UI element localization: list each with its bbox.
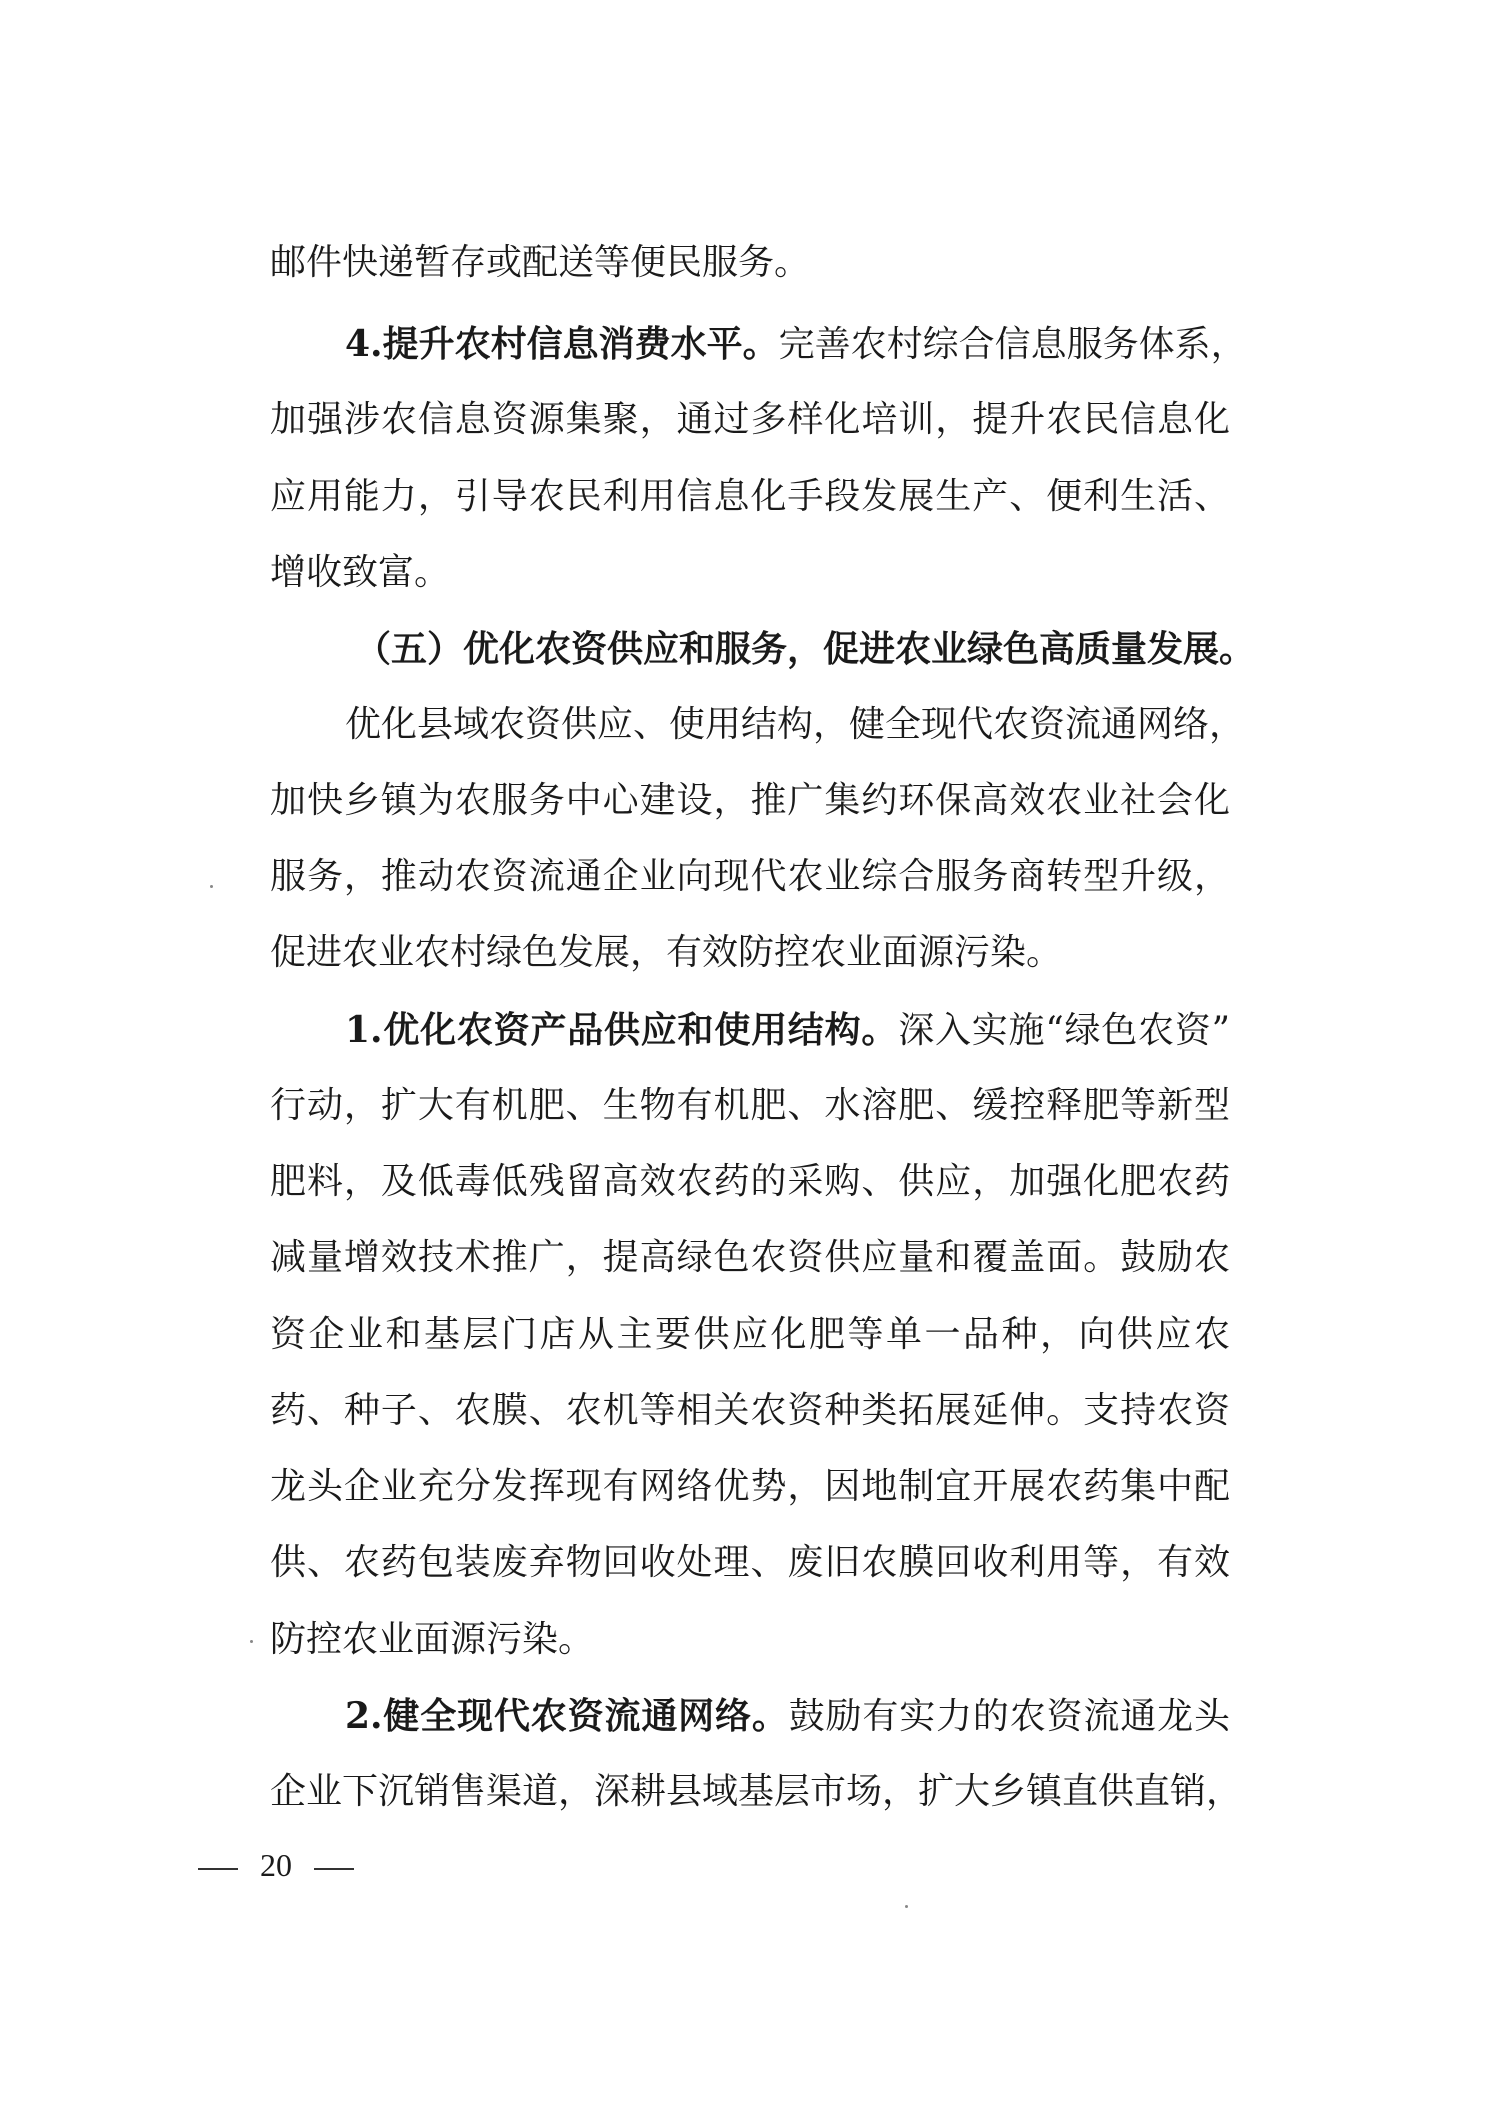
line-text: 加强涉农信息资源集聚，通过多样化培训，提升农民信息化 [270,399,1230,440]
line-text: 邮件快递暂存或配送等便民服务。 [270,242,811,283]
text-line [270,235,1230,291]
footer-dash-right [314,1868,354,1870]
text-line [270,545,1230,601]
line-text: 加快乡镇为农服务中心建设，推广集约环保高效农业社会化 [270,780,1230,821]
text-line [270,773,1230,829]
line-text: 供、农药包装废弃物回收处理、废旧农膜回收利用等，有效 [270,1542,1230,1583]
line-text: 应用能力，引导农民利用信息化手段发展生产、便利生活、 [270,476,1230,517]
subsection-title: 2.健全现代农资流通网络。 [345,1695,789,1737]
section-heading-line [345,316,1247,372]
line-text: 资企业和基层门店从主要供应化肥等单一品种，向供应农 [270,1314,1230,1355]
section-heading-line [345,1688,1230,1744]
section-title: （五）优化农资供应和服务，促进农业绿色高质量发展。 [355,628,1256,670]
section-heading-line [345,1002,1230,1058]
line-text: 减量增效技术推广，提高绿色农资供应量和覆盖面。鼓励农 [270,1237,1230,1278]
section-heading-line [355,621,1256,677]
text-line [270,1764,1243,1820]
line-text: 肥料，及低毒低残留高效农药的采购、供应，加强化肥农药 [270,1161,1230,1202]
line-text: 增收致富。 [270,552,451,593]
scan-speck [905,1905,908,1908]
line-text: 促进农业农村绿色发展，有效防控农业面源污染。 [270,932,1063,973]
subsection-title: 4.提升农村信息消费水平。 [345,323,779,365]
line-text: 鼓励有实力的农资流通龙头 [788,1696,1230,1737]
footer-dash-left [198,1868,238,1870]
text-line [270,1230,1230,1286]
subsection-title: 1.优化农资产品供应和使用结构。 [345,1009,899,1051]
line-text: 服务，推动农资流通企业向现代农业综合服务商转型升级， [270,856,1230,897]
text-line [270,1535,1230,1591]
text-line [270,1459,1230,1515]
text-line [270,849,1230,905]
line-text: 防控农业面源污染。 [270,1619,595,1660]
scan-speck [250,1640,253,1643]
line-text: 深入实施“绿色农资” [898,1010,1231,1051]
line-text: 企业下沉销售渠道，深耕县域基层市场，扩大乡镇直供直销， [270,1771,1243,1812]
line-text: 龙头企业充分发挥现有网络优势，因地制宜开展农药集中配 [270,1466,1230,1507]
scan-speck [210,885,213,888]
text-line [270,1307,1230,1363]
text-line [270,1612,1230,1668]
line-text: 完善农村综合信息服务体系， [778,324,1247,365]
line-text: 优化县域农资供应、使用结构，健全现代农资流通网络， [345,704,1246,745]
line-text: 行动，扩大有机肥、生物有机肥、水溶肥、缓控释肥等新型 [270,1085,1230,1126]
text-line [270,1383,1230,1439]
text-line [270,1078,1230,1134]
text-line [270,1154,1230,1210]
page-number: 20 [260,1847,292,1883]
text-line [270,469,1230,525]
text-line [270,925,1230,981]
line-text: 药、种子、农膜、农机等相关农资种类拓展延伸。支持农资 [270,1390,1230,1431]
text-line [270,392,1230,448]
page-footer [198,1843,354,1887]
text-line [345,697,1246,753]
